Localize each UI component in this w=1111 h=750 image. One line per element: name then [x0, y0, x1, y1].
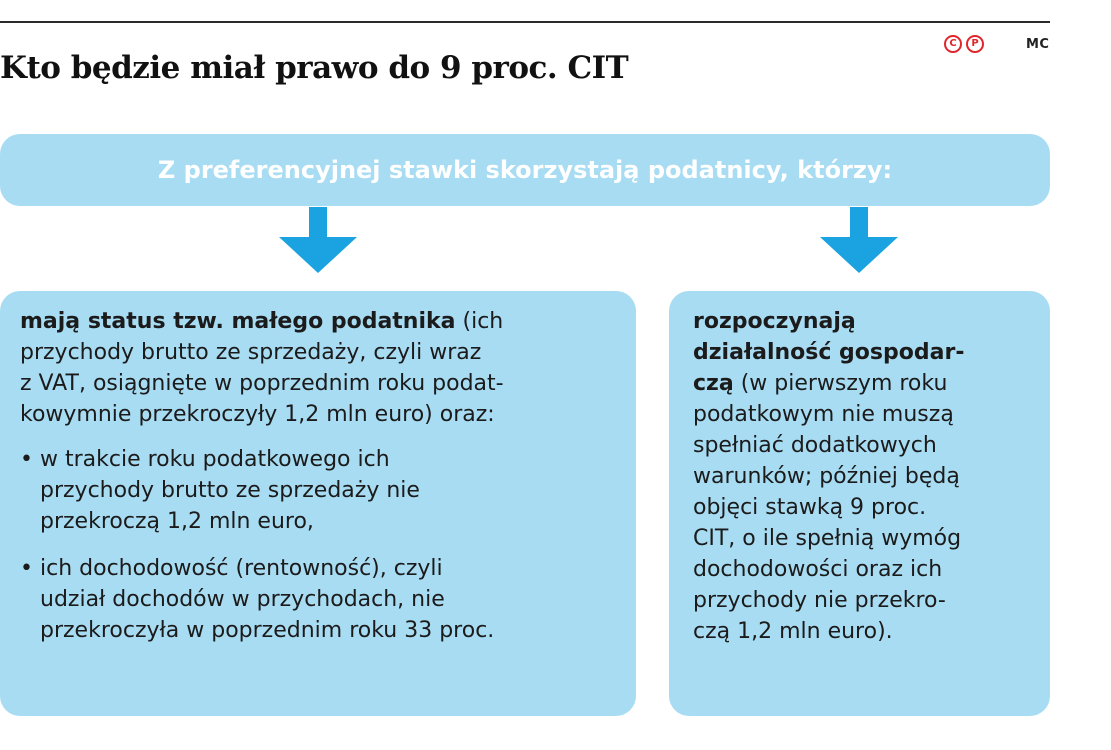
new-business-heading-line: działalność gospodar- [693, 340, 965, 365]
body-line: objęci stawką 9 proc. [693, 495, 927, 520]
arrow-down-right-icon [820, 207, 898, 273]
new-business-heading-line: rozpoczynają [693, 309, 856, 334]
condition-line: w trakcie roku podatkowego ich [40, 447, 390, 472]
condition-list [20, 444, 624, 646]
copyright-marks [944, 35, 988, 53]
body-line: podatkowym nie muszą [693, 402, 954, 427]
condition-line: przekroczą 1,2 mln euro, [40, 509, 314, 534]
lead-line: z VAT, osiągnięte w poprzednim roku podat- [20, 371, 504, 396]
condition-line: udział dochodów w przychodach, nie [40, 587, 445, 612]
condition-line: ich dochodowość (rentowność), czyli [40, 556, 443, 581]
top-rule [0, 21, 1050, 23]
new-business-box [669, 291, 1050, 716]
header-box [0, 134, 1050, 206]
new-business-text [693, 306, 1038, 647]
lead-line: kowymnie przekroczyły 1,2 mln euro) oraz: [20, 402, 495, 427]
page-title: Kto będzie miał prawo do 9 proc. CIT [0, 50, 629, 86]
p-mark-icon: P [966, 35, 984, 53]
lead-line: (ich [455, 309, 504, 334]
body-line: spełniać dodatkowych [693, 433, 937, 458]
condition-line: przekroczyła w poprzednim roku 33 proc. [40, 618, 495, 643]
body-line: czą 1,2 mln euro). [693, 619, 893, 644]
new-business-heading-line: czą [693, 371, 734, 396]
small-taxpayer-lead [20, 306, 624, 430]
body-line: (w pierwszym roku [733, 371, 948, 396]
condition-line: przychody brutto ze sprzedaży nie [40, 478, 420, 503]
author-initials: MC [1026, 37, 1050, 52]
small-taxpayer-box [0, 291, 636, 716]
body-line: dochodowości oraz ich [693, 557, 943, 582]
body-line: CIT, o ile spełnią wymóg [693, 526, 962, 551]
body-line: przychody nie przekro- [693, 588, 946, 613]
body-line: warunków; później będą [693, 464, 960, 489]
lead-line: przychody brutto ze sprzedaży, czyli wraz [20, 340, 482, 365]
condition-item-revenue [20, 444, 624, 537]
small-taxpayer-heading: mają status tzw. małego podatnika [20, 309, 456, 334]
arrow-down-left-icon [279, 207, 357, 273]
header-text: Z preferencyjnej stawki skorzystają podatnicy, którzy: [157, 156, 893, 184]
copyright-icon: C [944, 35, 962, 53]
condition-item-profitability [20, 553, 624, 646]
